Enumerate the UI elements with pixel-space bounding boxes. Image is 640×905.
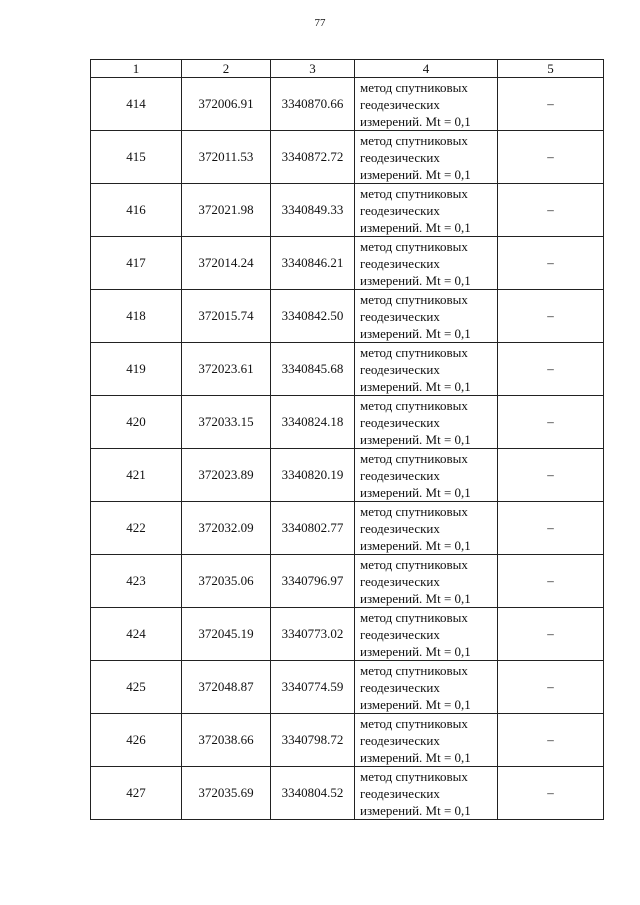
point-number-cell: 427 <box>91 767 182 820</box>
note-cell: – <box>498 131 604 184</box>
method-line: метод спутниковых <box>360 662 468 678</box>
x-coordinate-cell: 372023.61 <box>182 343 271 396</box>
method-cell <box>355 78 498 131</box>
table-row <box>91 608 604 661</box>
method-line: метод спутниковых <box>360 397 468 413</box>
method-line: измерений. Mt = 0,1 <box>360 166 471 182</box>
method-cell <box>355 131 498 184</box>
method-line: метод спутниковых <box>360 238 468 254</box>
point-number-cell: 414 <box>91 78 182 131</box>
method-cell <box>355 290 498 343</box>
method-line: метод спутниковых <box>360 450 468 466</box>
method-line: геодезических <box>360 361 440 377</box>
note-cell: – <box>498 237 604 290</box>
y-coordinate-cell: 3340870.66 <box>271 78 355 131</box>
point-number-cell: 418 <box>91 290 182 343</box>
method-line: метод спутниковых <box>360 185 468 201</box>
method-cell <box>355 608 498 661</box>
method-cell <box>355 714 498 767</box>
note-cell: – <box>498 661 604 714</box>
method-cell <box>355 502 498 555</box>
column-header-1: 1 <box>91 60 182 78</box>
note-cell: – <box>498 184 604 237</box>
x-coordinate-cell: 372048.87 <box>182 661 271 714</box>
method-line: метод спутниковых <box>360 768 468 784</box>
y-coordinate-cell: 3340798.72 <box>271 714 355 767</box>
method-line: измерений. Mt = 0,1 <box>360 272 471 288</box>
method-cell <box>355 661 498 714</box>
note-cell: – <box>498 714 604 767</box>
x-coordinate-cell: 372033.15 <box>182 396 271 449</box>
method-line: геодезических <box>360 414 440 430</box>
method-line: измерений. Mt = 0,1 <box>360 590 471 606</box>
method-line: геодезических <box>360 467 440 483</box>
table-header-row <box>91 60 604 78</box>
x-coordinate-cell: 372023.89 <box>182 449 271 502</box>
method-line: измерений. Mt = 0,1 <box>360 113 471 129</box>
page-number: 77 <box>314 17 326 29</box>
column-header-4: 4 <box>355 60 498 78</box>
point-number-cell: 424 <box>91 608 182 661</box>
y-coordinate-cell: 3340796.97 <box>271 555 355 608</box>
note-cell: – <box>498 396 604 449</box>
table-row <box>91 449 604 502</box>
point-number-cell: 417 <box>91 237 182 290</box>
method-line: измерений. Mt = 0,1 <box>360 749 471 765</box>
method-line: геодезических <box>360 308 440 324</box>
method-cell <box>355 449 498 502</box>
method-line: метод спутниковых <box>360 291 468 307</box>
method-line: измерений. Mt = 0,1 <box>360 378 471 394</box>
note-cell: – <box>498 555 604 608</box>
table-body <box>91 78 604 820</box>
column-header-5: 5 <box>498 60 604 78</box>
method-line: геодезических <box>360 785 440 801</box>
method-line: геодезических <box>360 255 440 271</box>
method-line: метод спутниковых <box>360 503 468 519</box>
x-coordinate-cell: 372038.66 <box>182 714 271 767</box>
point-number-cell: 421 <box>91 449 182 502</box>
method-line: метод спутниковых <box>360 556 468 572</box>
note-cell: – <box>498 608 604 661</box>
method-cell <box>355 184 498 237</box>
method-line: метод спутниковых <box>360 132 468 148</box>
y-coordinate-cell: 3340774.59 <box>271 661 355 714</box>
method-line: геодезических <box>360 573 440 589</box>
method-cell <box>355 343 498 396</box>
method-line: измерений. Mt = 0,1 <box>360 643 471 659</box>
table-row <box>91 661 604 714</box>
method-line: измерений. Mt = 0,1 <box>360 802 471 818</box>
y-coordinate-cell: 3340820.19 <box>271 449 355 502</box>
x-coordinate-cell: 372014.24 <box>182 237 271 290</box>
table-header <box>91 60 604 78</box>
table-row <box>91 396 604 449</box>
table-row <box>91 343 604 396</box>
table-row <box>91 131 604 184</box>
method-line: измерений. Mt = 0,1 <box>360 219 471 235</box>
x-coordinate-cell: 372015.74 <box>182 290 271 343</box>
method-cell <box>355 396 498 449</box>
method-line: геодезических <box>360 520 440 536</box>
x-coordinate-cell: 372006.91 <box>182 78 271 131</box>
method-line: геодезических <box>360 149 440 165</box>
y-coordinate-cell: 3340846.21 <box>271 237 355 290</box>
y-coordinate-cell: 3340802.77 <box>271 502 355 555</box>
note-cell: – <box>498 343 604 396</box>
x-coordinate-cell: 372035.06 <box>182 555 271 608</box>
method-line: геодезических <box>360 202 440 218</box>
method-line: измерений. Mt = 0,1 <box>360 325 471 341</box>
y-coordinate-cell: 3340845.68 <box>271 343 355 396</box>
note-cell: – <box>498 290 604 343</box>
x-coordinate-cell: 372032.09 <box>182 502 271 555</box>
method-line: метод спутниковых <box>360 609 468 625</box>
point-number-cell: 419 <box>91 343 182 396</box>
table-row <box>91 714 604 767</box>
y-coordinate-cell: 3340804.52 <box>271 767 355 820</box>
point-number-cell: 420 <box>91 396 182 449</box>
x-coordinate-cell: 372035.69 <box>182 767 271 820</box>
note-cell: – <box>498 502 604 555</box>
method-line: геодезических <box>360 679 440 695</box>
column-header-3: 3 <box>271 60 355 78</box>
method-line: геодезических <box>360 96 440 112</box>
y-coordinate-cell: 3340842.50 <box>271 290 355 343</box>
x-coordinate-cell: 372045.19 <box>182 608 271 661</box>
x-coordinate-cell: 372011.53 <box>182 131 271 184</box>
method-line: метод спутниковых <box>360 79 468 95</box>
table-row <box>91 290 604 343</box>
method-line: измерений. Mt = 0,1 <box>360 484 471 500</box>
method-line: геодезических <box>360 732 440 748</box>
method-line: измерений. Mt = 0,1 <box>360 696 471 712</box>
note-cell: – <box>498 767 604 820</box>
point-number-cell: 426 <box>91 714 182 767</box>
column-header-2: 2 <box>182 60 271 78</box>
point-number-cell: 415 <box>91 131 182 184</box>
x-coordinate-cell: 372021.98 <box>182 184 271 237</box>
point-number-cell: 416 <box>91 184 182 237</box>
note-cell: – <box>498 449 604 502</box>
method-cell <box>355 237 498 290</box>
note-cell: – <box>498 78 604 131</box>
point-number-cell: 423 <box>91 555 182 608</box>
point-number-cell: 422 <box>91 502 182 555</box>
table-row <box>91 78 604 131</box>
method-line: геодезических <box>360 626 440 642</box>
point-number-cell: 425 <box>91 661 182 714</box>
table-row <box>91 502 604 555</box>
table-row <box>91 237 604 290</box>
method-cell <box>355 767 498 820</box>
method-line: измерений. Mt = 0,1 <box>360 537 471 553</box>
method-line: метод спутниковых <box>360 344 468 360</box>
method-cell <box>355 555 498 608</box>
table-row <box>91 184 604 237</box>
y-coordinate-cell: 3340872.72 <box>271 131 355 184</box>
table-row <box>91 555 604 608</box>
y-coordinate-cell: 3340849.33 <box>271 184 355 237</box>
table-row <box>91 767 604 820</box>
coordinates-table <box>90 59 604 820</box>
method-line: метод спутниковых <box>360 715 468 731</box>
y-coordinate-cell: 3340773.02 <box>271 608 355 661</box>
y-coordinate-cell: 3340824.18 <box>271 396 355 449</box>
method-line: измерений. Mt = 0,1 <box>360 431 471 447</box>
